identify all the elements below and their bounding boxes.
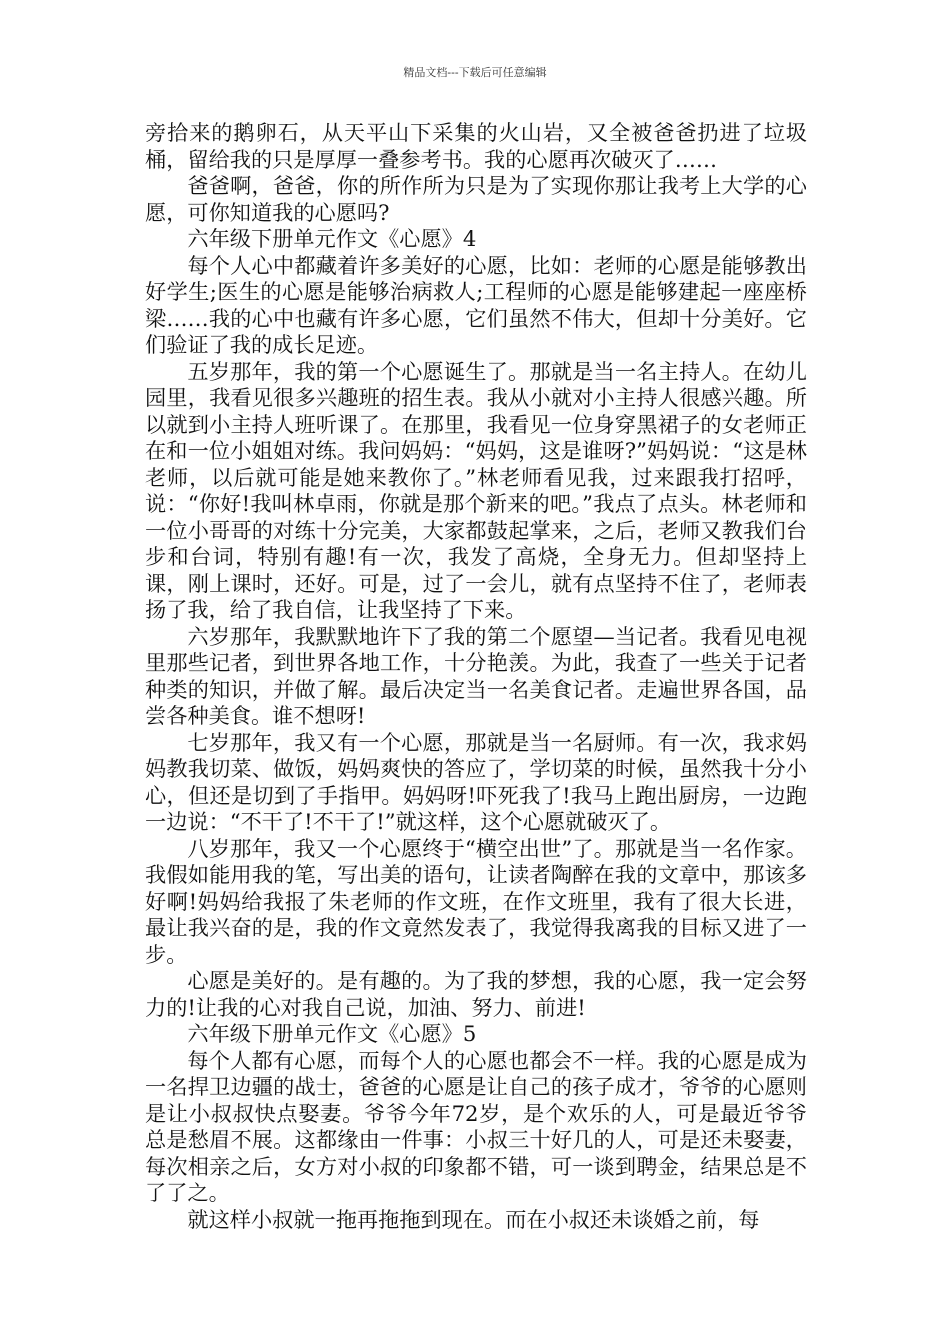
paragraph: 每个人都有心愿，而每个人的心愿也都会不一样。我的心愿是成为一名捍卫边疆的战士，爸爸的心愿是让自己的孩子成才，爷爷的心愿则是让小叔叔快点娶妻。爷爷今年72岁，是个欢乐的人，可是最近爷爷总是愁眉不展。这都缘由一件事：小叔三十好几的人，可是还未娶妻，每次相亲之后，女方对小叔的印象都不错，可一谈到聘金，结果总是不了了之。 [145, 1047, 807, 1205]
paragraph: 七岁那年，我又有一个心愿，那就是当一名厨师。有一次，我求妈妈教我切菜、做饭，妈妈爽快的答应了，学切菜的时候，虽然我十分小心，但还是切到了手指甲。妈妈呀!吓死我了!我马上跑出厨房，一边跑一边说：“不干了!不干了!”就这样，这个心愿就破灭了。 [145, 729, 807, 834]
section-heading: 六年级下册单元作文《心愿》5 [187, 1021, 477, 1046]
paragraph: 旁拾来的鹅卵石，从天平山下采集的火山岩，又全被爸爸扔进了垃圾桶，留给我的只是厚厚一叠参考书。我的心愿再次破灭了…… [145, 120, 807, 172]
page-header: 精品文档---下载后可任意编辑 [403, 66, 547, 79]
paragraph: 八岁那年，我又一个心愿终于“横空出世”了。那就是当一名作家。我假如能用我的笔，写出美的语句，让读者陶醉在我的文章中，那该多好啊!妈妈给我报了朱老师的作文班，在作文班里，我有了很大长进，最让我兴奋的是，我的作文竟然发表了，我觉得我离我的目标又进了一步。 [145, 835, 807, 967]
paragraph: 六岁那年，我默默地许下了我的第二个愿望—当记者。我看见电视里那些记者，到世界各地工作，十分艳羡。为此，我查了一些关于记者种类的知识，并做了解。最后决定当一名美食记者。走遍世界各国，品尝各种美食。谁不想呀! [145, 623, 807, 728]
paragraph: 心愿是美好的。是有趣的。为了我的梦想，我的心愿，我一定会努力的!让我的心对我自己说，加油、努力、前进! [145, 968, 807, 1020]
paragraph: 爸爸啊，爸爸，你的所作所为只是为了实现你那让我考上大学的心愿，可你知道我的心愿吗? [145, 173, 807, 225]
section-heading: 六年级下册单元作文《心愿》4 [187, 226, 477, 251]
paragraph: 每个人心中都藏着许多美好的心愿，比如：老师的心愿是能够教出好学生;医生的心愿是能够治病救人;工程师的心愿是能够建起一座座桥梁……我的心中也藏有许多心愿，它们虽然不伟大，但却十分美好。它们验证了我的成长足迹。 [145, 252, 807, 357]
document-body [145, 120, 807, 1233]
paragraph: 五岁那年，我的第一个心愿诞生了。那就是当一名主持人。在幼儿园里，我看见很多兴趣班的招生表。我从小就对小主持人很感兴趣。所以就到小主持人班听课了。在那里，我看见一位身穿黑裙子的女老师正在和一位小姐姐对练。我问妈妈：“妈妈，这是谁呀?”妈妈说：“这是林老师，以后就可能是她来教你了。”林老师看见我，过来跟我打招呼，说：“你好!我叫林卓雨，你就是那个新来的吧。”我点了点头。林老师和一位小哥哥的对练十分完美，大家都鼓起掌来，之后，老师又教我们台步和台词，特别有趣!有一次，我发了高烧，全身无力。但却坚持上课，刚上课时，还好。可是，过了一会儿，就有点坚持不住了，老师表扬了我，给了我自信，让我坚持了下来。 [145, 358, 807, 622]
paragraph: 就这样小叔就一拖再拖拖到现在。而在小叔还未谈婚之前，每 [187, 1206, 760, 1232]
